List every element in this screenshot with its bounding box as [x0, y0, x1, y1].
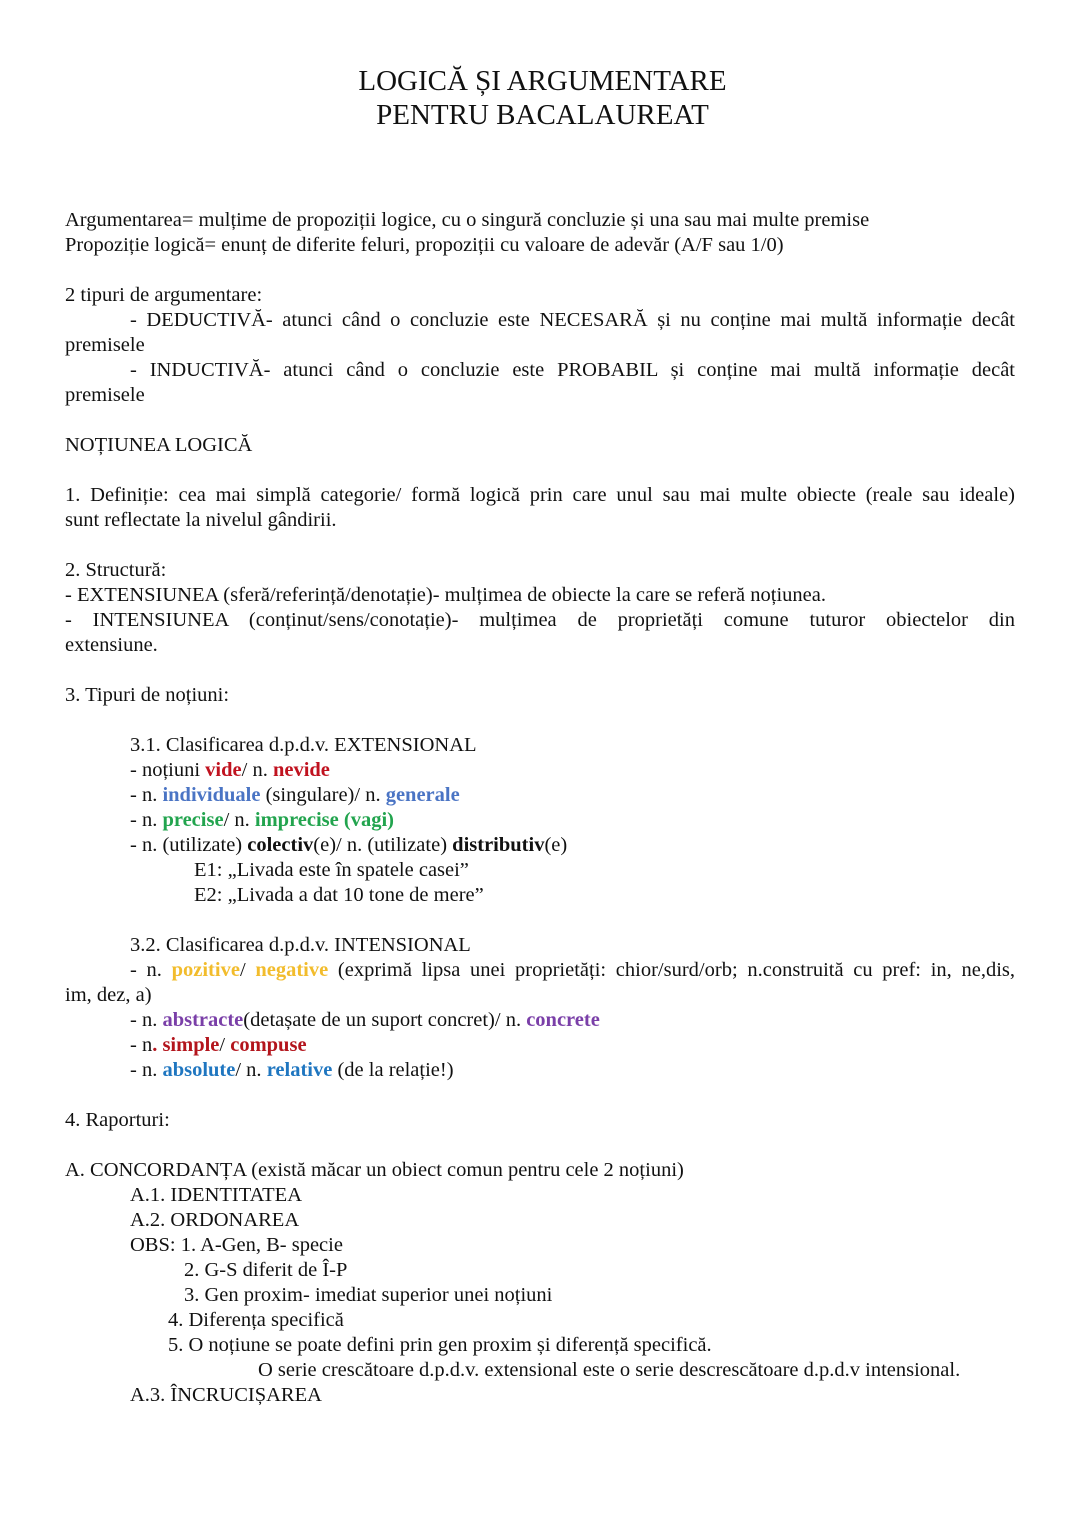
- item-suffix: (de la relație!): [332, 1059, 454, 1081]
- intensional-item-simple: [130, 1033, 307, 1058]
- term-generale: generale: [385, 784, 460, 806]
- obs-1: OBS: 1. A-Gen, B- specie: [130, 1234, 343, 1256]
- raport-ordonarea: A.2. ORDONAREA: [130, 1209, 300, 1231]
- item-prefix: - n.: [130, 959, 172, 981]
- extensional-item-vide: [130, 758, 330, 783]
- item-prefix: - n: [130, 1034, 153, 1056]
- obs-4: 4. Diferența specifică: [168, 1309, 344, 1331]
- type-inductiva: - INDUCTIVĂ- atunci când o concluzie este PROBABIL și conține mai multă informație decât: [130, 359, 1015, 381]
- item-suffix: (exprimă lipsa unei proprietăți: chior/surd/orb; n.construită cu pref: in, ne,dis,: [328, 959, 1016, 981]
- example-e1: E1: „Livada este în spatele casei”: [194, 859, 469, 881]
- intensional-item-pozitive-cont: im, dez, a): [65, 984, 152, 1006]
- extensional-item-precise: [130, 808, 394, 833]
- extensional-heading: 3.1. Clasificarea d.p.d.v. EXTENSIONAL: [130, 734, 477, 756]
- intensional-item-pozitive: [130, 958, 1015, 983]
- extensional-item-colectiv: [130, 833, 567, 858]
- structura-intensiunea-cont: extensiune.: [65, 634, 158, 656]
- term-abstracte: abstracte: [162, 1009, 244, 1031]
- extensional-item-individuale: [130, 783, 460, 808]
- intensional-item-absolute: [130, 1058, 454, 1083]
- item-separator: (singulare)/ n.: [260, 784, 386, 806]
- intensional-heading: 3.2. Clasificarea d.p.d.v. INTENSIONAL: [130, 934, 471, 956]
- type-deductiva-cont: premisele: [65, 334, 145, 356]
- term-vide: vide: [205, 759, 242, 781]
- intensional-item-abstracte: [130, 1008, 600, 1033]
- definition-propozitie: Propoziție logică= enunț de diferite feluri, propoziții cu valoare de adevăr (A/F sau 1/0): [65, 234, 784, 256]
- item-separator: / n.: [241, 759, 273, 781]
- raporturi-heading: 4. Raporturi:: [65, 1109, 170, 1131]
- term-relative: relative: [266, 1059, 333, 1081]
- definition-argumentarea: Argumentarea= mulțime de propoziții logice, cu o singură concluzie și una sau mai multe premise: [65, 209, 870, 231]
- item-separator: / n.: [235, 1059, 267, 1081]
- notiunea-definitie: 1. Definiție: cea mai simplă categorie/ formă logică prin care unul sau mai multe obiecte (reale sau ideale): [65, 484, 1015, 506]
- raport-concordanta: A. CONCORDANȚA (există măcar un obiect comun pentru cele 2 noțiuni): [65, 1159, 684, 1181]
- structura-extensiunea: - EXTENSIUNEA (sferă/referință/denotație)- mulțimea de obiecte la care se referă noțiunea.: [65, 584, 826, 606]
- item-separator: /: [219, 1034, 231, 1056]
- item-separator: (e)/ n. (utilizate): [313, 834, 453, 856]
- item-suffix: (e): [544, 834, 568, 856]
- term-precise: precise: [162, 809, 224, 831]
- raport-identitatea: A.1. IDENTITATEA: [130, 1184, 302, 1206]
- document-title-line2: PENTRU BACALAUREAT: [376, 99, 709, 131]
- term-simple: . simple: [152, 1034, 220, 1056]
- item-prefix: - noțiuni: [130, 759, 206, 781]
- term-individuale: individuale: [162, 784, 261, 806]
- type-deductiva: - DEDUCTIVĂ- atunci când o concluzie este NECESARĂ și nu conține mai multă informație decât: [130, 309, 1015, 331]
- term-imprecise: imprecise (vagi): [254, 809, 394, 831]
- term-pozitive: pozitive: [171, 959, 240, 981]
- term-absolute: absolute: [162, 1059, 236, 1081]
- tipuri-heading: 3. Tipuri de noțiuni:: [65, 684, 230, 706]
- obs-serie: O serie crescătoare d.p.d.v. extensional este o serie descrescătoare d.p.d.v intensional.: [258, 1359, 961, 1381]
- raport-incrucisarea: A.3. ÎNCRUCIȘAREA: [130, 1384, 322, 1406]
- item-separator: /: [239, 959, 256, 981]
- obs-5: 5. O noțiune se poate defini prin gen proxim și diferență specifică.: [168, 1334, 712, 1356]
- term-negative: negative: [255, 959, 329, 981]
- obs-3: 3. Gen proxim- imediat superior unei noțiuni: [184, 1284, 553, 1306]
- item-prefix: - n.: [130, 1059, 163, 1081]
- item-prefix: - n.: [130, 784, 163, 806]
- term-distributiv: distributiv: [452, 834, 545, 856]
- notiunea-definitie-cont: sunt reflectate la nivelul gândirii.: [65, 509, 337, 531]
- item-separator: (detașate de un suport concret)/ n.: [243, 1009, 527, 1031]
- term-nevide: nevide: [272, 759, 330, 781]
- section-heading-notiunea: NOȚIUNEA LOGICĂ: [65, 434, 253, 456]
- item-prefix: - n.: [130, 809, 163, 831]
- type-inductiva-cont: premisele: [65, 384, 145, 406]
- term-compuse: compuse: [230, 1034, 307, 1056]
- types-heading: 2 tipuri de argumentare:: [65, 284, 263, 306]
- term-concrete: concrete: [526, 1009, 600, 1031]
- structura-heading: 2. Structură:: [65, 559, 167, 581]
- item-prefix: - n. (utilizate): [130, 834, 248, 856]
- term-colectiv: colectiv: [247, 834, 314, 856]
- example-e2: E2: „Livada a dat 10 tone de mere”: [194, 884, 484, 906]
- structura-intensiunea: - INTENSIUNEA (conținut/sens/conotație)- mulțimea de proprietăți comune tuturor obiectelor din: [65, 609, 1015, 631]
- item-separator: / n.: [223, 809, 255, 831]
- obs-2: 2. G-S diferit de Î-P: [184, 1259, 348, 1281]
- document-title-line1: LOGICĂ ȘI ARGUMENTARE: [358, 65, 727, 97]
- item-prefix: - n.: [130, 1009, 163, 1031]
